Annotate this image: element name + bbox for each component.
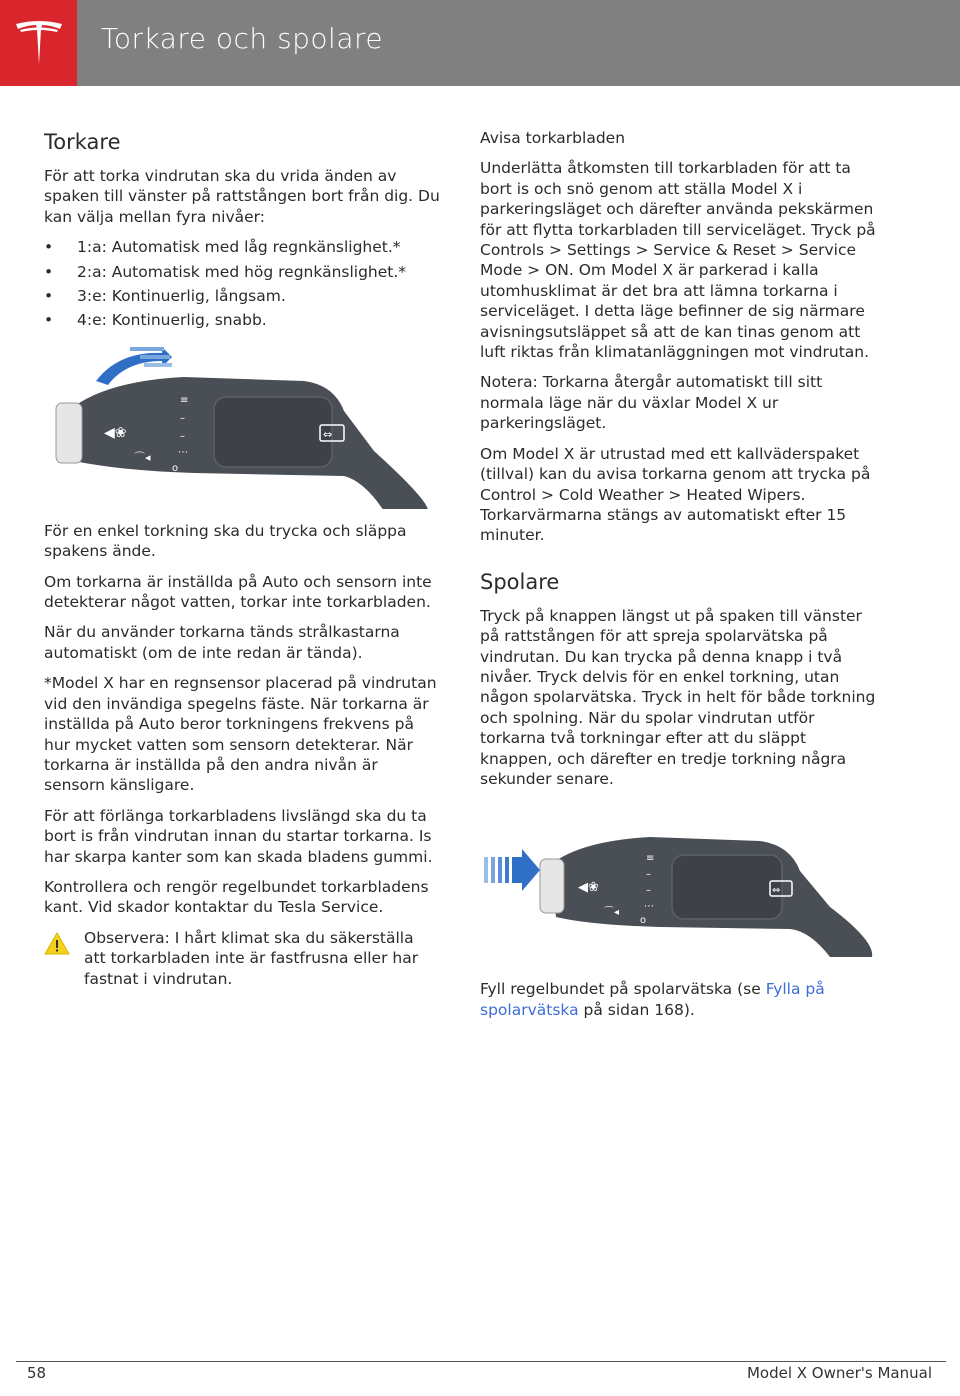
manual-title: Model X Owner's Manual bbox=[746, 1364, 932, 1382]
bullet-icon: • bbox=[44, 262, 54, 281]
refill-page-ref: på sidan 168). bbox=[578, 1000, 695, 1019]
paragraph: Om Model X är utrustad med ett kallväderspaket (tillval) kan du avisa torkarna genom att trycka på Control > Cold Weather > Heated Wipers. Torkarvärmarna stängs av automatiskt efter 15 minuter. bbox=[480, 444, 871, 545]
section-heading-spolare: Spolare bbox=[480, 569, 560, 594]
paragraph: Tryck på knappen längst ut på spaken till vänster på rattstången för att spreja spolarvätska på vindrutan. Du kan trycka på denna knapp i två nivåer. Tryck delvis för en enkel torkning, utan någon spolarvätska. Tryck in helt för både torkning och spolning. När du spolar vindrutan utför torkarna två torkningar efter att du släppt knappen, och därefter en tredje torkning några sekunder senare. bbox=[480, 606, 876, 788]
wiper-stalk-figure bbox=[44, 341, 440, 509]
page-title: Torkare och spolare bbox=[101, 22, 384, 55]
bullet-icon: • bbox=[44, 238, 54, 257]
paragraph: För att förlänga torkarbladens livslängd ska du ta bort is från vindrutan innan du startar torkarna. Is har skarpa kanter som kan skada bladens gummi. bbox=[44, 806, 433, 866]
tesla-logo bbox=[0, 0, 77, 86]
paragraph: Om torkarna är inställda på Auto och sensorn inte detekterar något vatten, torkar inte torkarbladen. bbox=[44, 572, 432, 612]
list-item-text: 4:e: Kontinuerlig, snabb. bbox=[77, 311, 267, 330]
list-item bbox=[44, 262, 440, 282]
paragraph: Notera: Torkarna återgår automatiskt till sitt normala läge när du växlar Model X ur parkeringsläget. bbox=[480, 373, 823, 433]
svg-text:≡: ≡ bbox=[180, 394, 189, 406]
paragraph: För en enkel torkning ska du trycka och släppa spakens ände. bbox=[44, 521, 407, 561]
page-header bbox=[0, 0, 960, 86]
list-item-text: 2:a: Automatisk med hög regnkänslighet.* bbox=[77, 262, 407, 281]
list-item-text: 1:a: Automatisk med låg regnkänslighet.* bbox=[77, 238, 401, 257]
paragraph: Underlätta åtkomsten till torkarbladen för att ta bort is och snö genom att ställa Model X i parkeringsläget och därefter använda pekskärmen för att flytta torkarbladen till serviceläget. Tryck på Controls > Settings > Service & Reset > Service Mode > ON. Om Model X är parkerad i kalla utomhusklimat är det bra att lämna torkarna i serviceläget. I detta läge befinner de sig närmare avisningsutsläppet så att de kan tinas genom att luft riktas från klimatanläggningen mot vindrutan. bbox=[480, 159, 876, 362]
svg-text:◀❀: ◀❀ bbox=[104, 424, 127, 441]
washer-stalk-illustration bbox=[480, 811, 876, 967]
footer-divider bbox=[16, 1361, 946, 1362]
wiper-levels-list bbox=[44, 237, 440, 331]
svg-text:–: – bbox=[180, 430, 185, 442]
push-arrow-icon bbox=[484, 849, 540, 891]
list-item bbox=[44, 286, 440, 306]
svg-text:⇔: ⇔ bbox=[772, 885, 781, 897]
footnote-paragraph: *Model X har en regnsensor placerad på vindrutan vid den invändiga spegelns fäste. När torkarna är inställda på Auto beror torkningens frekvens på hur mycket vatten som sensorn detekterar. När torkarna är inställda på den andra nivån är sensorn känsligare. bbox=[44, 674, 437, 795]
list-item bbox=[44, 237, 440, 257]
paragraph bbox=[480, 979, 876, 1020]
svg-text:≡: ≡ bbox=[646, 853, 655, 865]
svg-text:⇔: ⇔ bbox=[323, 427, 333, 441]
list-item-text: 3:e: Kontinuerlig, långsam. bbox=[77, 287, 286, 306]
section-heading-torkare: Torkare bbox=[44, 130, 121, 154]
sub-heading-avisa: Avisa torkarbladen bbox=[480, 129, 626, 147]
tesla-logo-icon bbox=[14, 20, 64, 66]
svg-text:–: – bbox=[646, 869, 651, 881]
list-item bbox=[44, 310, 440, 330]
refill-washer-link[interactable]: Fylla på spolarvätska bbox=[480, 980, 825, 1019]
svg-text:⋯: ⋯ bbox=[178, 446, 188, 458]
bullet-icon: • bbox=[44, 287, 54, 306]
left-column bbox=[44, 128, 440, 989]
svg-text:⋯: ⋯ bbox=[644, 901, 654, 913]
svg-text:◀❀: ◀❀ bbox=[578, 880, 599, 896]
svg-text:o: o bbox=[640, 915, 647, 927]
wiper-stalk-illustration bbox=[44, 341, 440, 509]
page-number: 58 bbox=[27, 1364, 47, 1382]
intro-paragraph: För att torka vindrutan ska du vrida änden av spaken till vänster på rattstången bort från dig. Du kan välja mellan fyra nivåer: bbox=[44, 167, 440, 226]
svg-text:–: – bbox=[180, 412, 185, 424]
svg-text:⌒◂: ⌒◂ bbox=[604, 907, 620, 919]
warning-icon bbox=[44, 932, 70, 955]
caution-text: Observera: I hårt klimat ska du säkerställa att torkarbladen inte är fastfrusna eller har fastnat i vindrutan. bbox=[84, 928, 419, 988]
right-column bbox=[480, 128, 876, 1030]
bullet-icon: • bbox=[44, 311, 54, 330]
washer-stalk-figure bbox=[480, 811, 876, 967]
svg-text:⌒◂: ⌒◂ bbox=[134, 450, 151, 464]
paragraph: Kontrollera och rengör regelbundet torkarbladens kant. Vid skador kontaktar du Tesla Service. bbox=[44, 877, 429, 917]
refill-text: Fyll regelbundet på spolarvätska (se bbox=[480, 980, 766, 999]
svg-text:o: o bbox=[172, 462, 179, 474]
caution-note bbox=[44, 928, 440, 989]
svg-text:–: – bbox=[646, 885, 651, 897]
paragraph: När du använder torkarna tänds strålkastarna automatiskt (om de inte redan är tända). bbox=[44, 623, 400, 662]
